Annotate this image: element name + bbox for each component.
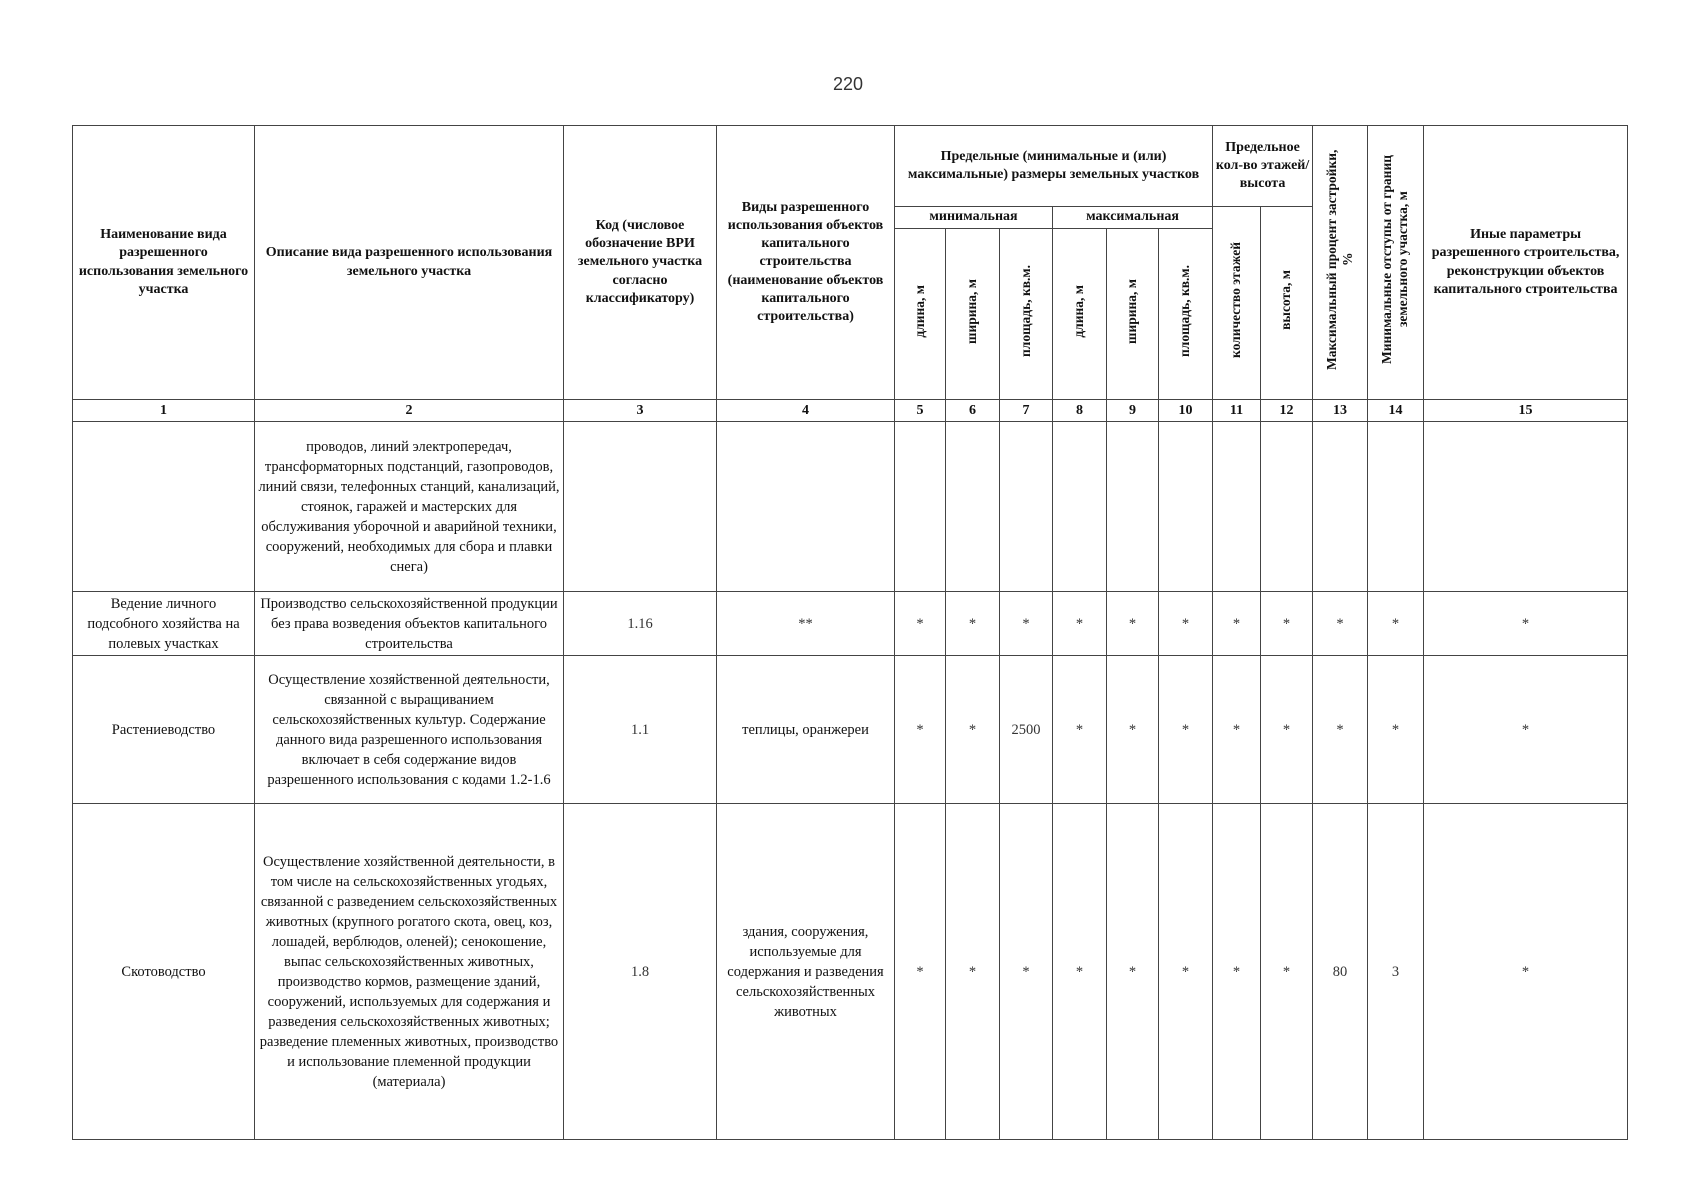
building-percent-value: * xyxy=(1313,592,1368,656)
building-percent-value xyxy=(1313,422,1368,592)
building-percent-value: 80 xyxy=(1313,804,1368,1140)
column-number: 14 xyxy=(1368,400,1424,422)
header-code: Код (числовое обозначение ВРИ земельного участка согласно классификатору) xyxy=(564,126,717,400)
oks-types: теплицы, оранжереи xyxy=(717,656,895,804)
setback-value xyxy=(1368,422,1424,592)
min-length-value: * xyxy=(895,804,946,1140)
column-number: 15 xyxy=(1424,400,1628,422)
header-min-length: длина, м xyxy=(895,229,946,400)
min-area-value xyxy=(1000,422,1053,592)
header-min-area: площадь, кв.м. xyxy=(1000,229,1053,400)
header-plot-size-limits: Предельные (минимальные и (или) максимальные) размеры земельных участков xyxy=(895,126,1213,207)
column-numbers-row xyxy=(73,400,1628,422)
other-parameters-value xyxy=(1424,422,1628,592)
table-row xyxy=(73,804,1628,1140)
min-width-value: * xyxy=(946,656,1000,804)
land-use-name: Скотоводство xyxy=(73,804,255,1140)
max-length-value: * xyxy=(1053,592,1107,656)
table-row xyxy=(73,422,1628,592)
setback-value: 3 xyxy=(1368,804,1424,1140)
column-number: 2 xyxy=(255,400,564,422)
column-number: 1 xyxy=(73,400,255,422)
oks-types xyxy=(717,422,895,592)
column-number: 5 xyxy=(895,400,946,422)
max-area-value xyxy=(1159,422,1213,592)
header-maximum: максимальная xyxy=(1053,207,1213,229)
land-use-name: Растениеводство xyxy=(73,656,255,804)
column-number: 8 xyxy=(1053,400,1107,422)
land-use-description: Осуществление хозяйственной деятельности, в том числе на сельскохозяйственных угодьях, связанной с разведением сельскохозяйственных животных (крупного рогатого скота, овец, коз, лошадей, верблюдов, оленей); сенокошение, выпас сельскохозяйственных животных, производство кормов, размещение зданий, сооружений, используемых для содержания и разведения сельскохозяйственных животных; разведение племенных животных, производство и использование племенной продукции (материала) xyxy=(255,804,564,1140)
height-value xyxy=(1261,422,1313,592)
land-use-description: проводов, линий электропередач, трансформаторных подстанций, газопроводов, линий связи, телефонных станций, канализаций, стоянок, гаражей и мастерских для обслуживания уборочной и аварийной техники, сооружений, необходимых для сбора и плавки снега) xyxy=(255,422,564,592)
header-land-use-description: Описание вида разрешенного использования земельного участка xyxy=(255,126,564,400)
setback-value: * xyxy=(1368,592,1424,656)
column-number: 7 xyxy=(1000,400,1053,422)
land-use-name xyxy=(73,422,255,592)
floor-count-value: * xyxy=(1213,592,1261,656)
setback-value: * xyxy=(1368,656,1424,804)
column-number: 11 xyxy=(1213,400,1261,422)
max-width-value: * xyxy=(1107,656,1159,804)
max-area-value: * xyxy=(1159,656,1213,804)
min-length-value: * xyxy=(895,592,946,656)
max-length-value: * xyxy=(1053,804,1107,1140)
min-width-value: * xyxy=(946,804,1000,1140)
max-width-value: * xyxy=(1107,804,1159,1140)
page-number: 220 xyxy=(832,74,864,94)
other-parameters-value: * xyxy=(1424,592,1628,656)
table-row xyxy=(73,656,1628,804)
header-floor-count: количество этажей xyxy=(1213,207,1261,400)
height-value: * xyxy=(1261,656,1313,804)
column-number: 9 xyxy=(1107,400,1159,422)
header-max-building-percent: Максимальный процент застройки, % xyxy=(1313,126,1368,400)
oks-types: здания, сооружения, используемые для содержания и разведения сельскохозяйственных животных xyxy=(717,804,895,1140)
column-number: 12 xyxy=(1261,400,1313,422)
vri-code xyxy=(564,422,717,592)
column-number: 4 xyxy=(717,400,895,422)
building-percent-value: * xyxy=(1313,656,1368,804)
header-min-setbacks: Минимальные отступы от границ земельного участка, м xyxy=(1368,126,1424,400)
vri-code: 1.16 xyxy=(564,592,717,656)
land-use-description: Осуществление хозяйственной деятельности, связанной с выращиванием сельскохозяйственных культур. Содержание данного вида разрешенного использования включает в себя содержание видов разрешенного использования с кодами 1.2-1.6 xyxy=(255,656,564,804)
max-area-value: * xyxy=(1159,804,1213,1140)
header-land-use-name: Наименование вида разрешенного использования земельного участка xyxy=(73,126,255,400)
min-area-value: * xyxy=(1000,804,1053,1140)
header-row-1 xyxy=(73,126,1628,207)
max-width-value: * xyxy=(1107,592,1159,656)
land-use-table xyxy=(72,125,1628,1140)
oks-types: ** xyxy=(717,592,895,656)
max-area-value: * xyxy=(1159,592,1213,656)
other-parameters-value: * xyxy=(1424,656,1628,804)
floor-count-value: * xyxy=(1213,656,1261,804)
min-length-value xyxy=(895,422,946,592)
header-height: высота, м xyxy=(1261,207,1313,400)
column-number: 10 xyxy=(1159,400,1213,422)
other-parameters-value: * xyxy=(1424,804,1628,1140)
height-value: * xyxy=(1261,592,1313,656)
max-length-value: * xyxy=(1053,656,1107,804)
min-area-value: 2500 xyxy=(1000,656,1053,804)
min-length-value: * xyxy=(895,656,946,804)
min-width-value: * xyxy=(946,592,1000,656)
max-length-value xyxy=(1053,422,1107,592)
min-area-value: * xyxy=(1000,592,1053,656)
header-min-width: ширина, м xyxy=(946,229,1000,400)
table-row xyxy=(73,592,1628,656)
height-value: * xyxy=(1261,804,1313,1140)
vri-code: 1.1 xyxy=(564,656,717,804)
column-number: 13 xyxy=(1313,400,1368,422)
header-floors-height-limits: Предельное кол-во этажей/ высота xyxy=(1213,126,1313,207)
column-number: 3 xyxy=(564,400,717,422)
header-oks-types: Виды разрешенного использования объектов капитального строительства (наименование объектов капитального строительства) xyxy=(717,126,895,400)
header-other-parameters: Иные параметры разрешенного строительства, реконструкции объектов капитального строительства xyxy=(1424,126,1628,400)
vri-code: 1.8 xyxy=(564,804,717,1140)
column-number: 6 xyxy=(946,400,1000,422)
min-width-value xyxy=(946,422,1000,592)
header-max-area: площадь, кв.м. xyxy=(1159,229,1213,400)
floor-count-value: * xyxy=(1213,804,1261,1140)
header-max-width: ширина, м xyxy=(1107,229,1159,400)
land-use-description: Производство сельскохозяйственной продукции без права возведения объектов капитального строительства xyxy=(255,592,564,656)
floor-count-value xyxy=(1213,422,1261,592)
land-use-name: Ведение личного подсобного хозяйства на полевых участках xyxy=(73,592,255,656)
header-max-length: длина, м xyxy=(1053,229,1107,400)
header-minimum: минимальная xyxy=(895,207,1053,229)
max-width-value xyxy=(1107,422,1159,592)
